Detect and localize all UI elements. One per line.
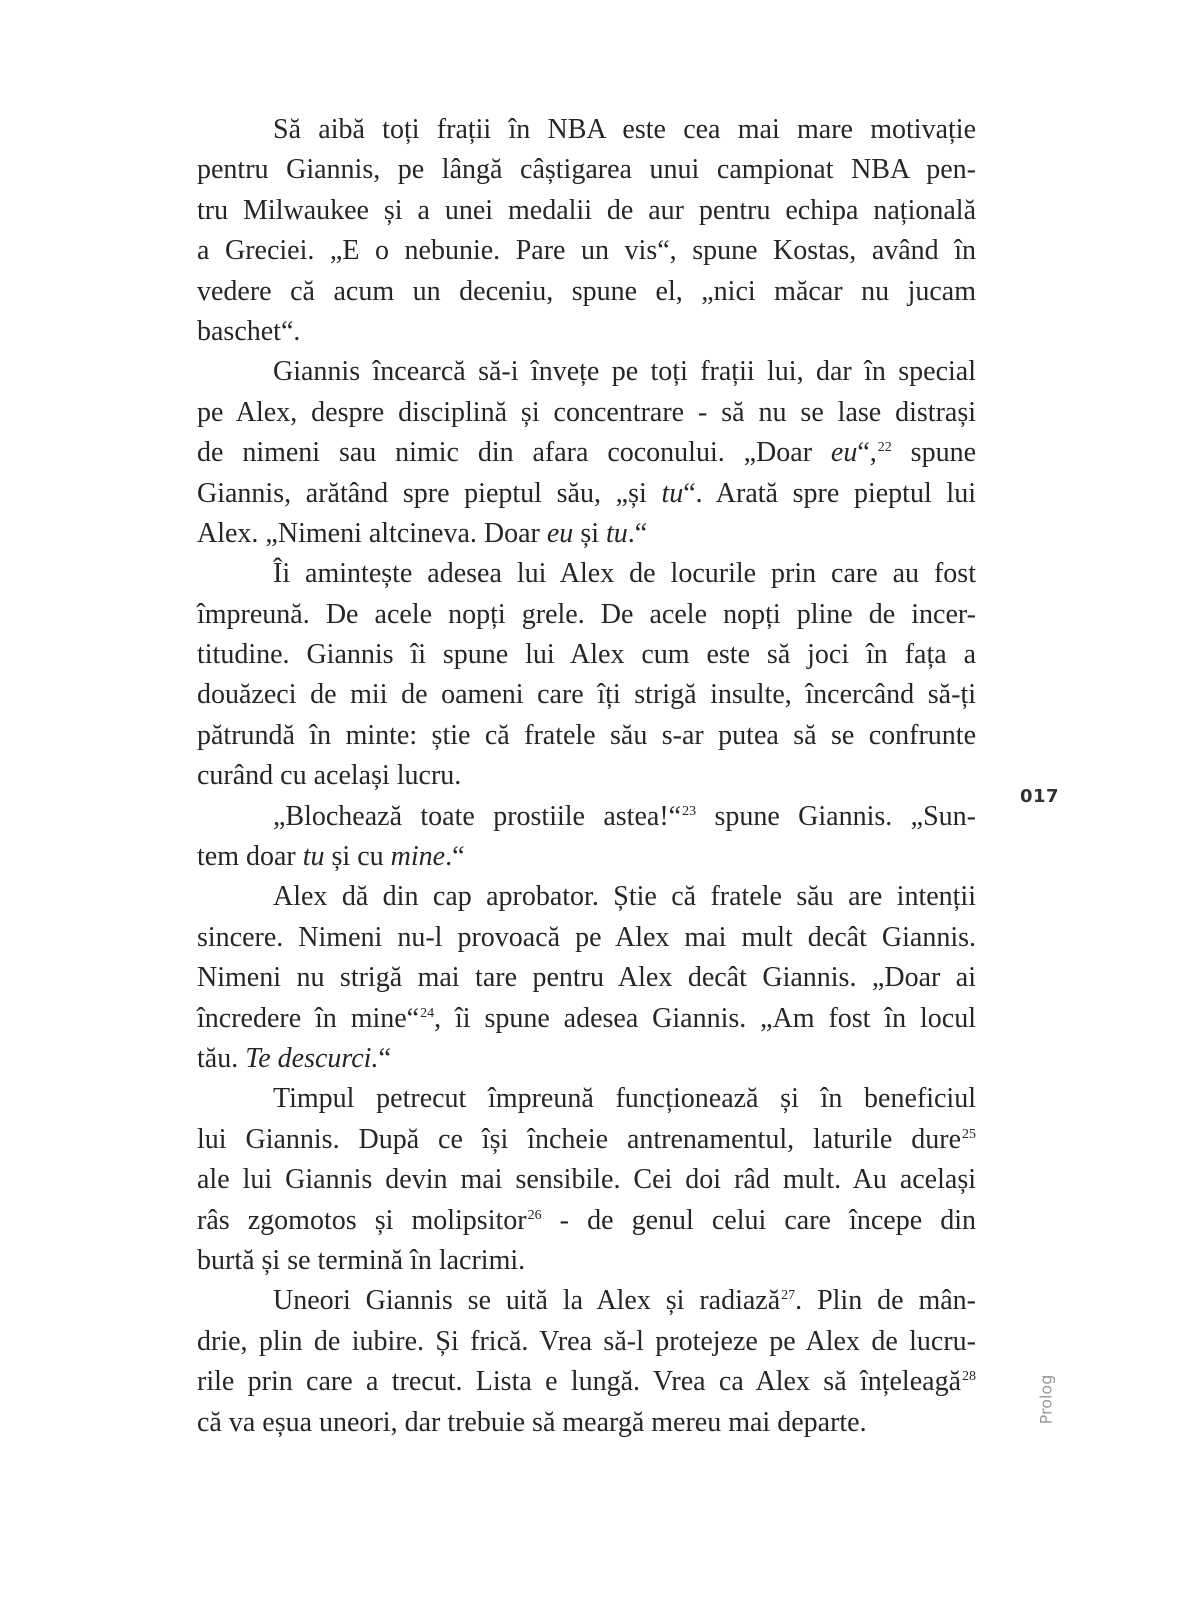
section-label: Prolog — [1036, 1374, 1056, 1425]
text-segment: rile prin care a trecut. Lista e lungă. Vrea ca Alex să înțeleagă — [197, 1366, 961, 1398]
text-segment: tem doar — [197, 841, 303, 873]
text-line — [197, 1241, 976, 1281]
text-line — [197, 877, 976, 917]
text-segment: . Plin de mân- — [795, 1285, 976, 1317]
text-segment: Giannis încearcă să-i învețe pe toți frații lui, dar în special — [273, 356, 976, 388]
footnote-ref: 22 — [877, 440, 892, 456]
text-segment: pe Alex, despre disciplină și concentrare - să nu se lase distrași — [197, 396, 976, 428]
text-segment: - de genul celui care începe din — [541, 1204, 976, 1236]
paragraph — [197, 877, 976, 1079]
text-segment: Giannis, arătând spre pieptul său, „și — [197, 477, 662, 509]
footnote-ref: 25 — [962, 1126, 976, 1142]
text-segment: Uneori Giannis se uită la Alex și radiază — [273, 1285, 781, 1317]
text-segment: pentru Giannis, pe lângă câștigarea unui campionat NBA pen- — [197, 154, 976, 186]
text-segment: Nimeni nu strigă mai tare pentru Alex decât Giannis. „Doar ai — [197, 962, 976, 994]
text-segment: încredere în mine“ — [197, 1002, 420, 1034]
text-segment: “. Arată spre pieptul lui — [683, 477, 976, 509]
text-segment: lui Giannis. După ce își încheie antrenamentul, laturile dure — [197, 1123, 961, 1155]
page-number: 017 — [1020, 786, 1060, 807]
text-line — [197, 474, 976, 514]
paragraph — [197, 110, 976, 352]
text-line — [197, 999, 976, 1039]
footnote-ref: 24 — [420, 1005, 435, 1021]
paragraph — [197, 1281, 976, 1443]
text-segment: douăzeci de mii de oameni care îți strigă insulte, încercând să-ți — [197, 679, 976, 711]
footnote-ref: 27 — [781, 1288, 796, 1304]
footnote-ref: 23 — [682, 803, 697, 819]
text-segment: pătrundă în minte: știe că fratele său s-ar putea să se confrunte — [197, 719, 976, 751]
text-segment: Alex dă din cap aprobator. Știe că fratele său are intenții — [273, 881, 976, 913]
text-segment: , îi spune adesea Giannis. „Am fost în locul — [434, 1002, 976, 1034]
text-line — [197, 191, 976, 231]
text-line — [197, 352, 976, 392]
text-line — [197, 1322, 976, 1362]
text-segment: tău. — [197, 1042, 246, 1074]
text-segment: .“ — [445, 841, 465, 873]
text-line — [197, 393, 976, 433]
text-segment: spune Giannis. „Sun- — [696, 800, 976, 832]
body-text — [197, 110, 976, 1443]
text-line — [197, 1403, 976, 1443]
text-segment: drie, plin de iubire. Și frică. Vrea să-l protejeze pe Alex de lucru- — [197, 1325, 976, 1357]
text-line — [197, 837, 976, 877]
text-segment: spune — [891, 437, 976, 469]
text-segment: tru Milwaukee și a unei medalii de aur pentru echipa națională — [197, 194, 976, 226]
text-line — [197, 1039, 976, 1079]
italic-text: tu — [661, 477, 684, 509]
text-segment: și cu — [324, 841, 391, 873]
text-line — [197, 635, 976, 675]
text-line — [197, 514, 976, 554]
text-segment: Alex. „Nimeni altcineva. Doar — [197, 517, 547, 549]
paragraph — [197, 797, 976, 878]
text-line — [197, 1281, 976, 1321]
text-segment: Îi amintește adesea lui Alex de locurile prin care au fost — [273, 558, 976, 590]
italic-text: tu — [302, 841, 325, 873]
text-segment: că va eșua uneori, dar trebuie să meargă mereu mai departe. — [197, 1406, 867, 1438]
text-segment: a Greciei. „E o nebunie. Pare un vis“, spune Kostas, având în — [197, 235, 976, 267]
text-line — [197, 272, 976, 312]
footnote-ref: 26 — [527, 1207, 542, 1223]
italic-text: mine — [390, 841, 446, 873]
italic-text: Te descurci. — [245, 1042, 379, 1074]
text-line — [197, 675, 976, 715]
text-line — [197, 1362, 976, 1402]
text-line — [197, 433, 976, 473]
text-segment: baschet“. — [197, 315, 301, 347]
text-segment: de nimeni sau nimic din afara coconului. „Doar — [197, 437, 831, 469]
paragraph — [197, 554, 976, 796]
text-segment: titudine. Giannis îi spune lui Alex cum este să joci în fața a — [197, 639, 976, 671]
text-line — [197, 1160, 976, 1200]
text-segment: vedere că acum un deceniu, spune el, „nici măcar nu jucam — [197, 275, 976, 307]
text-line — [197, 1120, 976, 1160]
text-segment: Să aibă toți frații în NBA este cea mai mare motivație — [273, 114, 976, 145]
text-line — [197, 150, 976, 190]
text-segment: “ — [378, 1042, 391, 1074]
text-segment: burtă și se termină în lacrimi. — [197, 1244, 526, 1276]
text-line — [197, 958, 976, 998]
text-segment: “, — [857, 437, 877, 469]
text-line — [197, 595, 976, 635]
text-segment: împreună. De acele nopți grele. De acele nopți pline de incer- — [197, 598, 976, 630]
paragraph — [197, 352, 976, 554]
text-line — [197, 797, 976, 837]
text-line — [197, 716, 976, 756]
text-segment: .“ — [627, 517, 648, 549]
italic-text: eu — [830, 437, 858, 469]
text-segment: Timpul petrecut împreună funcționează și în beneficiul — [273, 1083, 976, 1115]
text-line — [197, 554, 976, 594]
text-segment: curând cu același lucru. — [197, 760, 462, 792]
text-segment: și — [573, 517, 606, 549]
text-segment: „Blochează toate prostiile astea!“ — [273, 800, 682, 832]
text-segment: sincere. Nimeni nu-l provoacă pe Alex mai mult decât Giannis. — [197, 921, 976, 953]
text-line — [197, 312, 976, 352]
text-line — [197, 1201, 976, 1241]
text-line — [197, 756, 976, 796]
text-line — [197, 231, 976, 271]
italic-text: tu — [606, 517, 628, 549]
paragraph — [197, 1079, 976, 1281]
text-segment: râs zgomotos și molipsitor — [197, 1204, 527, 1236]
text-line — [197, 110, 976, 150]
footnote-ref: 28 — [962, 1369, 976, 1385]
text-line — [197, 918, 976, 958]
text-line — [197, 1079, 976, 1119]
italic-text: eu — [546, 517, 574, 549]
text-segment: ale lui Giannis devin mai sensibile. Cei doi râd mult. Au același — [197, 1164, 976, 1196]
